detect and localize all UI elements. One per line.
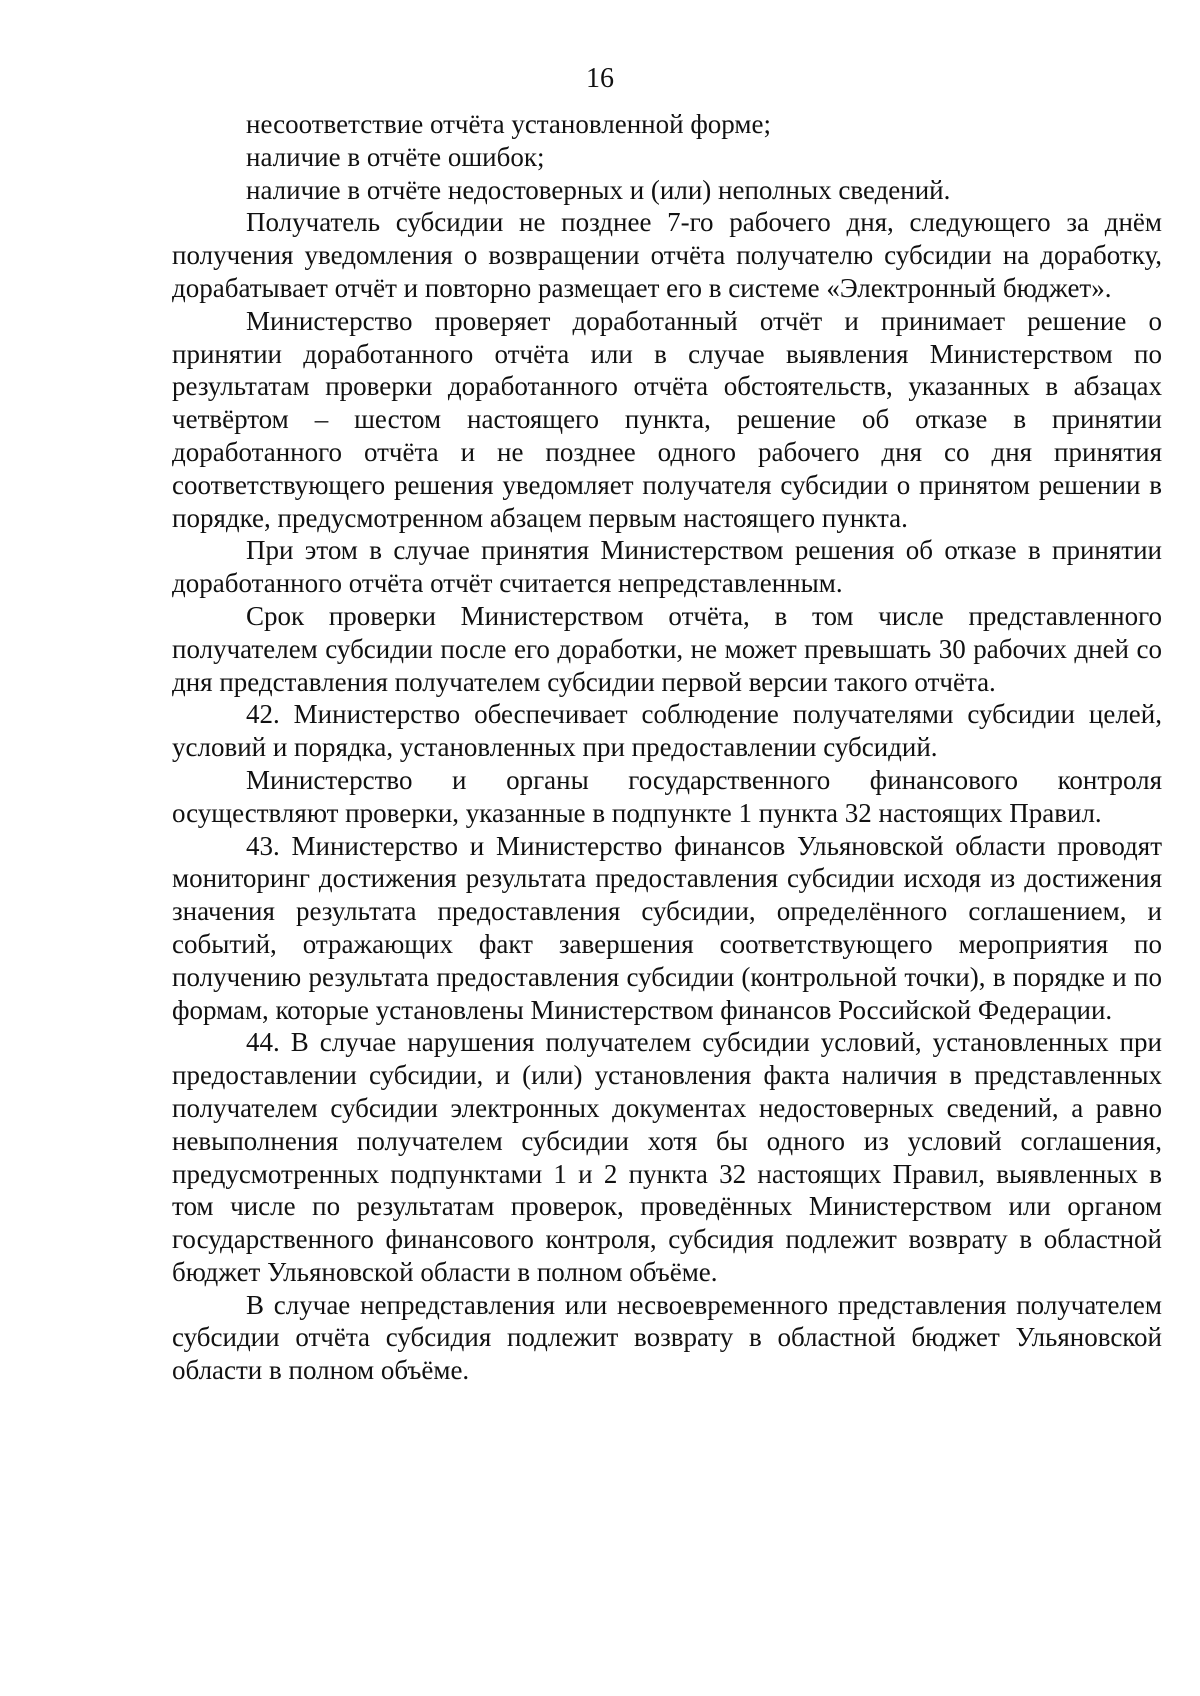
paragraph: 43. Министерство и Министерство финансов Ульяновской области проводят мониторинг достижения результата предоставления субсидии исходя из достижения значения результата предоставления субсидии, определённого соглашением, и событий, отражающих факт завершения соответствующего мероприятия по получению результата предоставления субсидии (контрольной точки), в порядке и по формам, которые установлены Министерством финансов Российской Федерации. — [172, 830, 1162, 1025]
paragraph: наличие в отчёте ошибок; — [246, 141, 545, 172]
paragraph: 42. Министерство обеспечивает соблюдение получателями субсидии целей, условий и порядка, установленных при предоставлении субсидий. — [172, 699, 1162, 763]
document-body — [172, 108, 1162, 1387]
paragraph: Министерство проверяет доработанный отчёт и принимает решение о принятии доработанного отчёта или в случае выявления Министерством по результатам проверки доработанного отчёта обстоятельств, указанных в абзацах четвёртом – шестом настоящего пункта, решение об отказе в принятии доработанного отчёта и не позднее одного рабочего дня со дня принятия соответствующего решения уведомляет получателя субсидии о принятом решении в порядке, предусмотренном абзацем первым настоящего пункта. — [172, 305, 1162, 533]
paragraph: В случае непредставления или несвоевременного представления получателем субсидии отчёта субсидия подлежит возврату в областной бюджет Ульяновской области в полном объёме. — [172, 1289, 1162, 1386]
paragraph: Министерство и органы государственного финансового контроля осуществляют проверки, указанные в подпункте 1 пункта 32 настоящих Правил. — [172, 764, 1162, 828]
paragraph: наличие в отчёте недостоверных и (или) неполных сведений. — [246, 174, 951, 205]
paragraph: Срок проверки Министерством отчёта, в том числе представленного получателем субсидии после его доработки, не может превышать 30 рабочих дней со дня представления получателем субсидии первой версии такого отчёта. — [172, 600, 1162, 697]
paragraph: При этом в случае принятия Министерством решения об отказе в принятии доработанного отчёта отчёт считается непредставленным. — [172, 535, 1162, 599]
paragraph: Получатель субсидии не позднее 7-го рабочего дня, следующего за днём получения уведомления о возвращении отчёта получателю субсидии на доработку, дорабатывает отчёт и повторно размещает его в системе «Электронный бюджет». — [172, 207, 1162, 303]
page-number: 16 — [586, 63, 614, 94]
paragraph: несоответствие отчёта установленной форме; — [246, 109, 771, 139]
paragraph: 44. В случае нарушения получателем субсидии условий, установленных при предоставлении субсидии, и (или) установления факта наличия в представленных получателем субсидии электронных документах недостоверных сведений, а равно невыполнения получателем субсидии хотя бы одного из условий соглашения, предусмотренных подпунктами 1 и 2 пункта 32 настоящих Правил, выявленных в том числе по результатам проверок, проведённых Министерством или органом государственного финансового контроля, субсидия подлежит возврату в областной бюджет Ульяновской области в полном объёме. — [172, 1027, 1162, 1287]
